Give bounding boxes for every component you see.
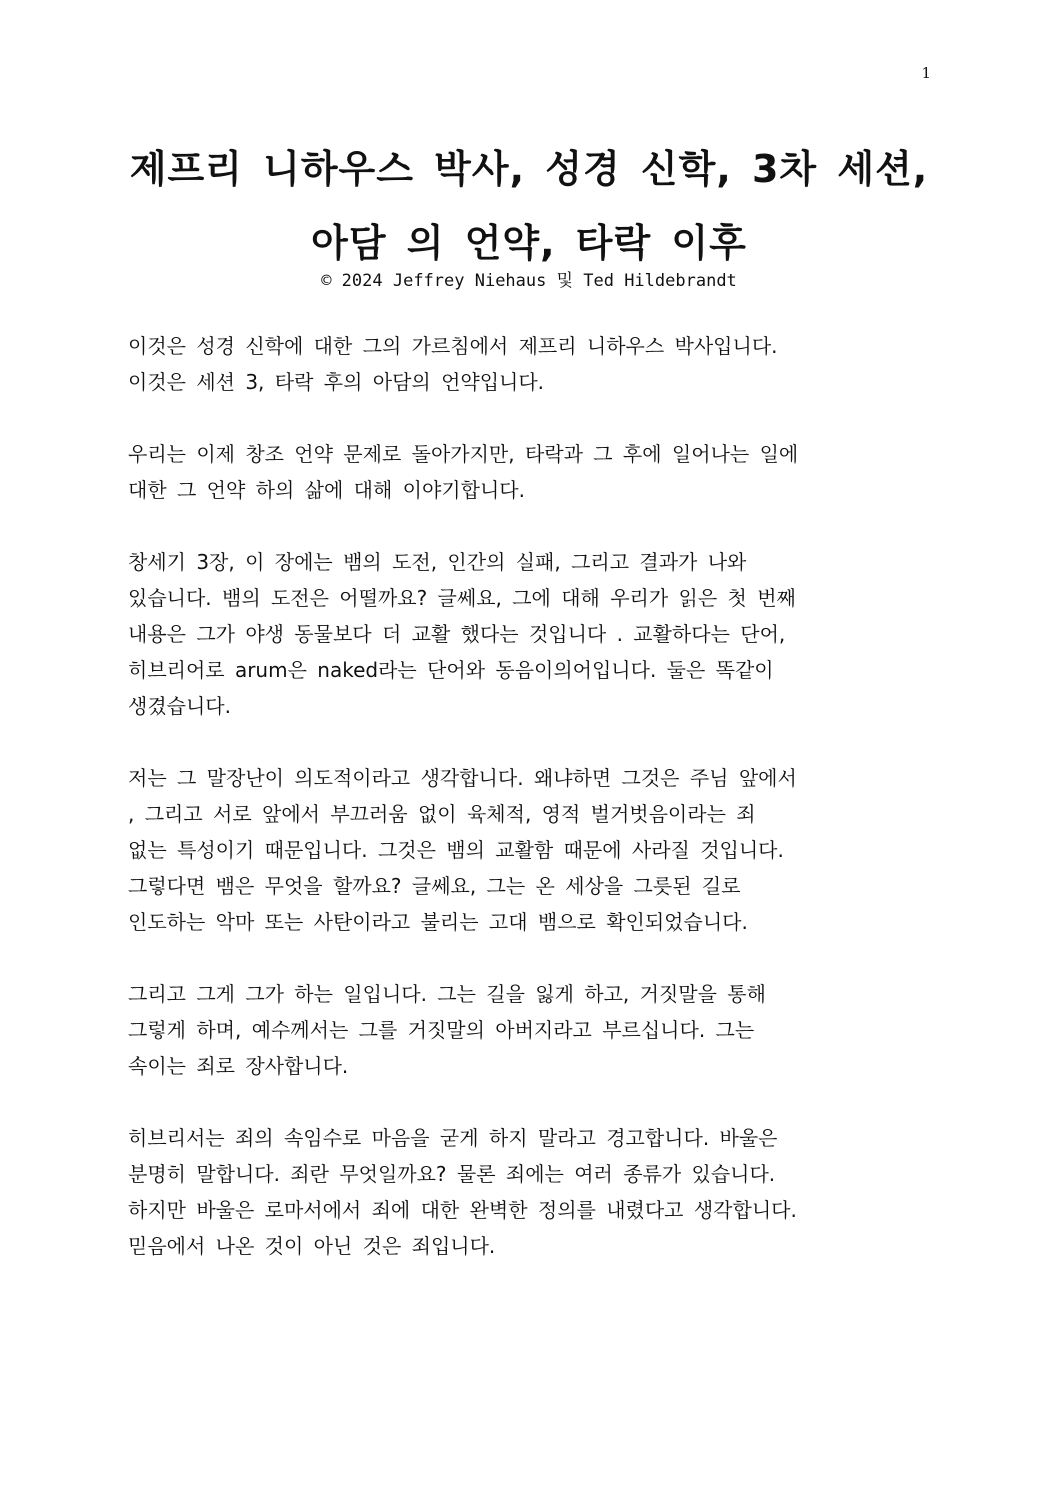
text-line: 그렇게 하며, 예수께서는 그를 거짓말의 아버지라고 부르십니다. 그는 [128, 1018, 755, 1042]
text-line: 속이는 죄로 장사합니다. [128, 1054, 349, 1078]
text-line: 창세기 3장, 이 장에는 뱀의 도전, 인간의 실패, 그리고 결과가 나와 [128, 550, 747, 574]
paragraph-4 [128, 760, 928, 940]
text-line: 그리고 그게 그가 하는 일입니다. 그는 길을 잃게 하고, 거짓말을 통해 [128, 982, 766, 1006]
text-line: 내용은 그가 야생 동물보다 더 교활 했다는 것입니다 . 교활하다는 단어, [128, 622, 786, 646]
text-line: 우리는 이제 창조 언약 문제로 돌아가지만, 타락과 그 후에 일어나는 일에 [128, 442, 799, 466]
text-line: 그렇다면 뱀은 무엇을 할까요? 글쎄요, 그는 온 세상을 그릇된 길로 [128, 874, 741, 898]
text-line: 인도하는 악마 또는 사탄이라고 불리는 고대 뱀으로 확인되었습니다. [128, 910, 748, 934]
text-line: 히브리서는 죄의 속임수로 마음을 굳게 하지 말라고 경고합니다. 바울은 [128, 1126, 778, 1150]
text-line: 하지만 바울은 로마서에서 죄에 대한 완벽한 정의를 내렸다고 생각합니다. [128, 1198, 797, 1222]
paragraph-3 [128, 544, 928, 724]
title-line-1: 제프리 니하우스 박사, 성경 신학, 3차 세션, [129, 147, 929, 191]
text-line: 대한 그 언약 하의 삶에 대해 이야기합니다. [128, 478, 525, 502]
paragraph-5 [128, 976, 928, 1084]
text-line: 믿음에서 나온 것이 아닌 것은 죄입니다. [128, 1234, 496, 1258]
text-line: 분명히 말합니다. 죄란 무엇일까요? 물론 죄에는 여러 종류가 있습니다. [128, 1162, 776, 1186]
paragraph-2 [128, 436, 928, 508]
paragraph-1 [128, 328, 928, 400]
document-body [128, 328, 928, 1300]
text-line: , 그리고 서로 앞에서 부끄러움 없이 육체적, 영적 벌거벗음이라는 죄 [128, 802, 756, 826]
document-title [60, 132, 998, 280]
paragraph-6 [128, 1120, 928, 1264]
copyright-notice: © 2024 Jeffrey Niehaus 및 Ted Hildebrandt [321, 271, 737, 291]
title-line-2: 아담 의 언약, 타락 이후 [311, 221, 747, 265]
text-line: 저는 그 말장난이 의도적이라고 생각합니다. 왜냐하면 그것은 주님 앞에서 [128, 766, 797, 790]
page-number: 1 [921, 64, 931, 82]
text-line: 없는 특성이기 때문입니다. 그것은 뱀의 교활함 때문에 사라질 것입니다. [128, 838, 784, 862]
text-line: 이것은 세션 3, 타락 후의 아담의 언약입니다. [128, 370, 545, 394]
text-line: 이것은 성경 신학에 대한 그의 가르침에서 제프리 니하우스 박사입니다. [128, 334, 778, 358]
text-line: 생겼습니다. [128, 694, 231, 718]
text-line: 히브리어로 arum은 naked라는 단어와 동음이의어입니다. 둘은 똑같이 [128, 658, 774, 682]
text-line: 있습니다. 뱀의 도전은 어떨까요? 글쎄요, 그에 대해 우리가 읽은 첫 번째 [128, 586, 796, 610]
